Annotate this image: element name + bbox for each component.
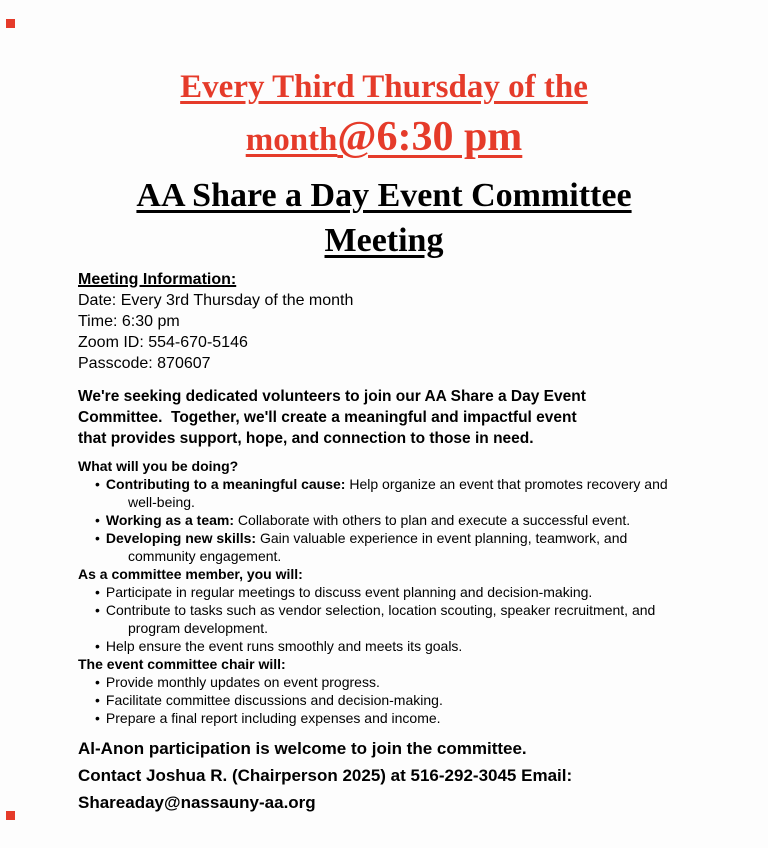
bullet-text: Contribute to tasks such as vendor selection, location scouting, speaker recruitment, and program development. bbox=[105, 602, 656, 636]
bullet-glyph-icon: • bbox=[95, 512, 100, 528]
bullet-lead-text: Developing new skills: bbox=[105, 530, 257, 546]
flyer-header bbox=[0, 0, 768, 263]
bullet-item bbox=[95, 691, 682, 709]
bullet-text: Collaborate with others to plan and execute a successful event. bbox=[234, 512, 631, 528]
title-schedule-line2 bbox=[0, 110, 768, 173]
intro-paragraph bbox=[78, 386, 682, 449]
meeting-info-line: Date: Every 3rd Thursday of the month bbox=[78, 292, 354, 309]
intro-line: We're seeking dedicated volunteers to join our AA Share a Day Event bbox=[78, 388, 586, 405]
section-heading: As a committee member, you will: bbox=[78, 566, 303, 582]
meeting-info-line: Zoom ID: 554-670-5146 bbox=[78, 334, 248, 351]
bullet-glyph-icon: • bbox=[95, 602, 100, 618]
title-event-line2: Meeting bbox=[324, 222, 444, 259]
flyer-section bbox=[78, 655, 682, 727]
bullet-text: Help ensure the event runs smoothly and meets its goals. bbox=[105, 638, 463, 654]
bullet-text: Participate in regular meetings to discuss event planning and decision-making. bbox=[105, 584, 593, 600]
bullet-item bbox=[95, 601, 682, 637]
section-heading: What will you be doing? bbox=[78, 458, 239, 474]
flyer-section bbox=[78, 457, 682, 565]
bullet-item bbox=[95, 673, 682, 691]
bullet-glyph-icon: • bbox=[95, 638, 100, 654]
title-event-line1: AA Share a Day Event Committee bbox=[136, 177, 632, 214]
bullet-text: Gain valuable experience in event planning, teamwork, and community engagement. bbox=[128, 530, 628, 564]
meeting-info-line: Time: 6:30 pm bbox=[78, 313, 180, 330]
title-month-text: month bbox=[245, 122, 338, 158]
bullet-text: Help organize an event that promotes recovery and well-being. bbox=[128, 476, 668, 510]
title-time-text: @6:30 pm bbox=[337, 114, 523, 160]
bullet-text: Facilitate committee discussions and decision-making. bbox=[105, 692, 443, 708]
intro-line: Committee. Together, we'll create a meaningful and impactful event bbox=[78, 409, 577, 426]
bullet-glyph-icon: • bbox=[95, 584, 100, 600]
bullet-item bbox=[95, 511, 682, 529]
bullet-glyph-icon: • bbox=[95, 710, 100, 726]
flyer-body bbox=[78, 269, 682, 816]
bullet-item bbox=[95, 475, 682, 511]
contact-line: Contact Joshua R. (Chairperson 2025) at 516-292-3045 Email: bbox=[78, 766, 573, 785]
bullet-lead-text: Contributing to a meaningful cause: bbox=[105, 476, 346, 492]
bullet-lead-text: Working as a team: bbox=[105, 512, 235, 528]
bullet-item bbox=[95, 583, 682, 601]
flyer-section bbox=[78, 565, 682, 655]
bullet-item bbox=[95, 529, 682, 565]
intro-line: that provides support, hope, and connection to those in need. bbox=[78, 430, 534, 447]
bullet-text: Prepare a final report including expenses and income. bbox=[105, 710, 441, 726]
sections-container bbox=[78, 457, 682, 727]
meeting-info-heading: Meeting Information: bbox=[78, 271, 237, 288]
bullet-item bbox=[95, 637, 682, 655]
bullet-item bbox=[95, 709, 682, 727]
meeting-info-line: Passcode: 870607 bbox=[78, 355, 211, 372]
contact-paragraph bbox=[78, 735, 682, 816]
red-marker-top bbox=[6, 19, 15, 28]
bullet-glyph-icon: • bbox=[95, 530, 100, 546]
section-heading: The event committee chair will: bbox=[78, 656, 286, 672]
bullet-glyph-icon: • bbox=[95, 674, 100, 690]
contact-line: Al-Anon participation is welcome to join the committee. bbox=[78, 739, 527, 758]
bullet-text: Provide monthly updates on event progress. bbox=[105, 674, 380, 690]
title-schedule-line1: Every Third Thursday of the bbox=[180, 69, 588, 105]
meeting-info-list bbox=[78, 290, 682, 374]
contact-line: Shareaday@nassauny-aa.org bbox=[78, 793, 316, 812]
bullet-glyph-icon: • bbox=[95, 476, 100, 492]
bullet-glyph-icon: • bbox=[95, 692, 100, 708]
red-marker-bottom bbox=[6, 811, 15, 820]
